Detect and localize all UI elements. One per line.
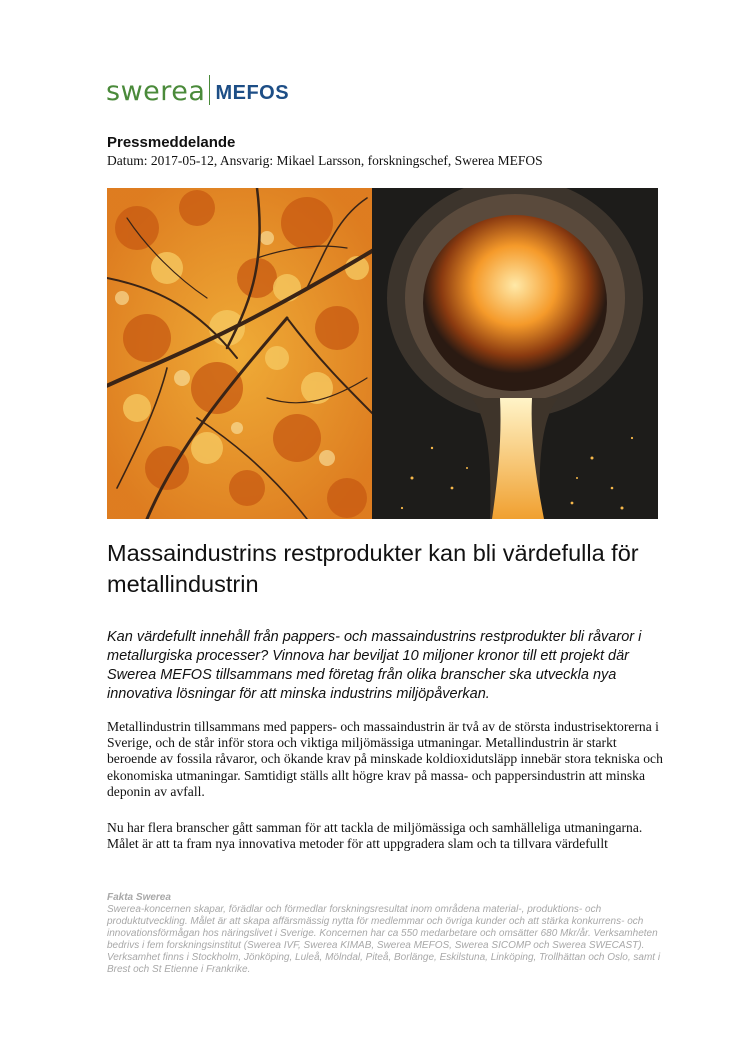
body-paragraph-2: Nu har flera branscher gått samman för att tackla de miljömässiga och samhälleliga utmaningarna. Målet är att ta fram nya innovativa metoder för att uppgradera slam och ta tillvara värdefullt — [107, 820, 643, 852]
press-release-headline: Massaindustrins restprodukter kan bli värdefulla för metallindustrin — [107, 540, 639, 597]
facts-heading: Fakta Swerea — [107, 892, 171, 903]
lead-paragraph: Kan värdefullt innehåll från pappers- och massaindustrins restprodukter bli råvaror i metallurgiska processer? Vinnova har beviljat 10 miljoner kronor till ett projekt där Swerea MEFOS tillsammans med företag från olika branscher ska utveckla nya innovativa lösningar för att minska industrins miljöpåverkan. — [107, 629, 642, 702]
facts-text: Swerea-koncernen skapar, förädlar och förmedlar forskningsresultat inom områdena material-, produktions- och produktutveckling. Målet är att skapa affärsmässig nytta för medlemmar och övriga kunder och att stärka konkurrens- och innovationsförmågan hos näringslivet i Sverige. Koncernen har ca 550 medarbetare och omsätter 680 Mkr/år. Verksamheten bedrivs i fem forskningsinstitut (Swerea IVF, Swerea KIMAB, Swerea MEFOS, Swerea SICOMP och Swerea SWECAST). Verksamhet finns i Stockholm, Jönköping, Luleå, Mölndal, Piteå, Borlänge, Eskilstuna, Linköping, Trollhättan och Oslo, samt i Brest och St Etienne i Frankrike. — [107, 904, 661, 976]
molten-metal-photo — [372, 188, 658, 519]
autumn-leaves-photo — [107, 188, 372, 519]
company-logo — [106, 73, 289, 107]
document-type: Pressmeddelande — [107, 134, 236, 151]
logo-divider — [209, 75, 210, 105]
header-photos — [107, 188, 658, 519]
body-paragraph-1: Metallindustrin tillsammans med pappers- och massaindustrin är två av de största industrisektorerna i Sverige, och de står inför stora och viktiga miljömässiga utmaningar. Metallindustrin är starkt beroende av fossila råvaror, och ökande krav på minskade koldioxidutsläpp innebär stora tekniska och ekonomiska utmaningar. Samtidigt ställs allt högre krav på massa- och pappersindustrin att minska deponin av avfall. — [107, 719, 663, 799]
document-meta: Datum: 2017-05-12, Ansvarig: Mikael Larsson, forskningschef, Swerea MEFOS — [107, 153, 543, 168]
logo-mefos-text: MEFOS — [215, 82, 290, 104]
logo-swerea-text: swerea — [106, 76, 206, 107]
